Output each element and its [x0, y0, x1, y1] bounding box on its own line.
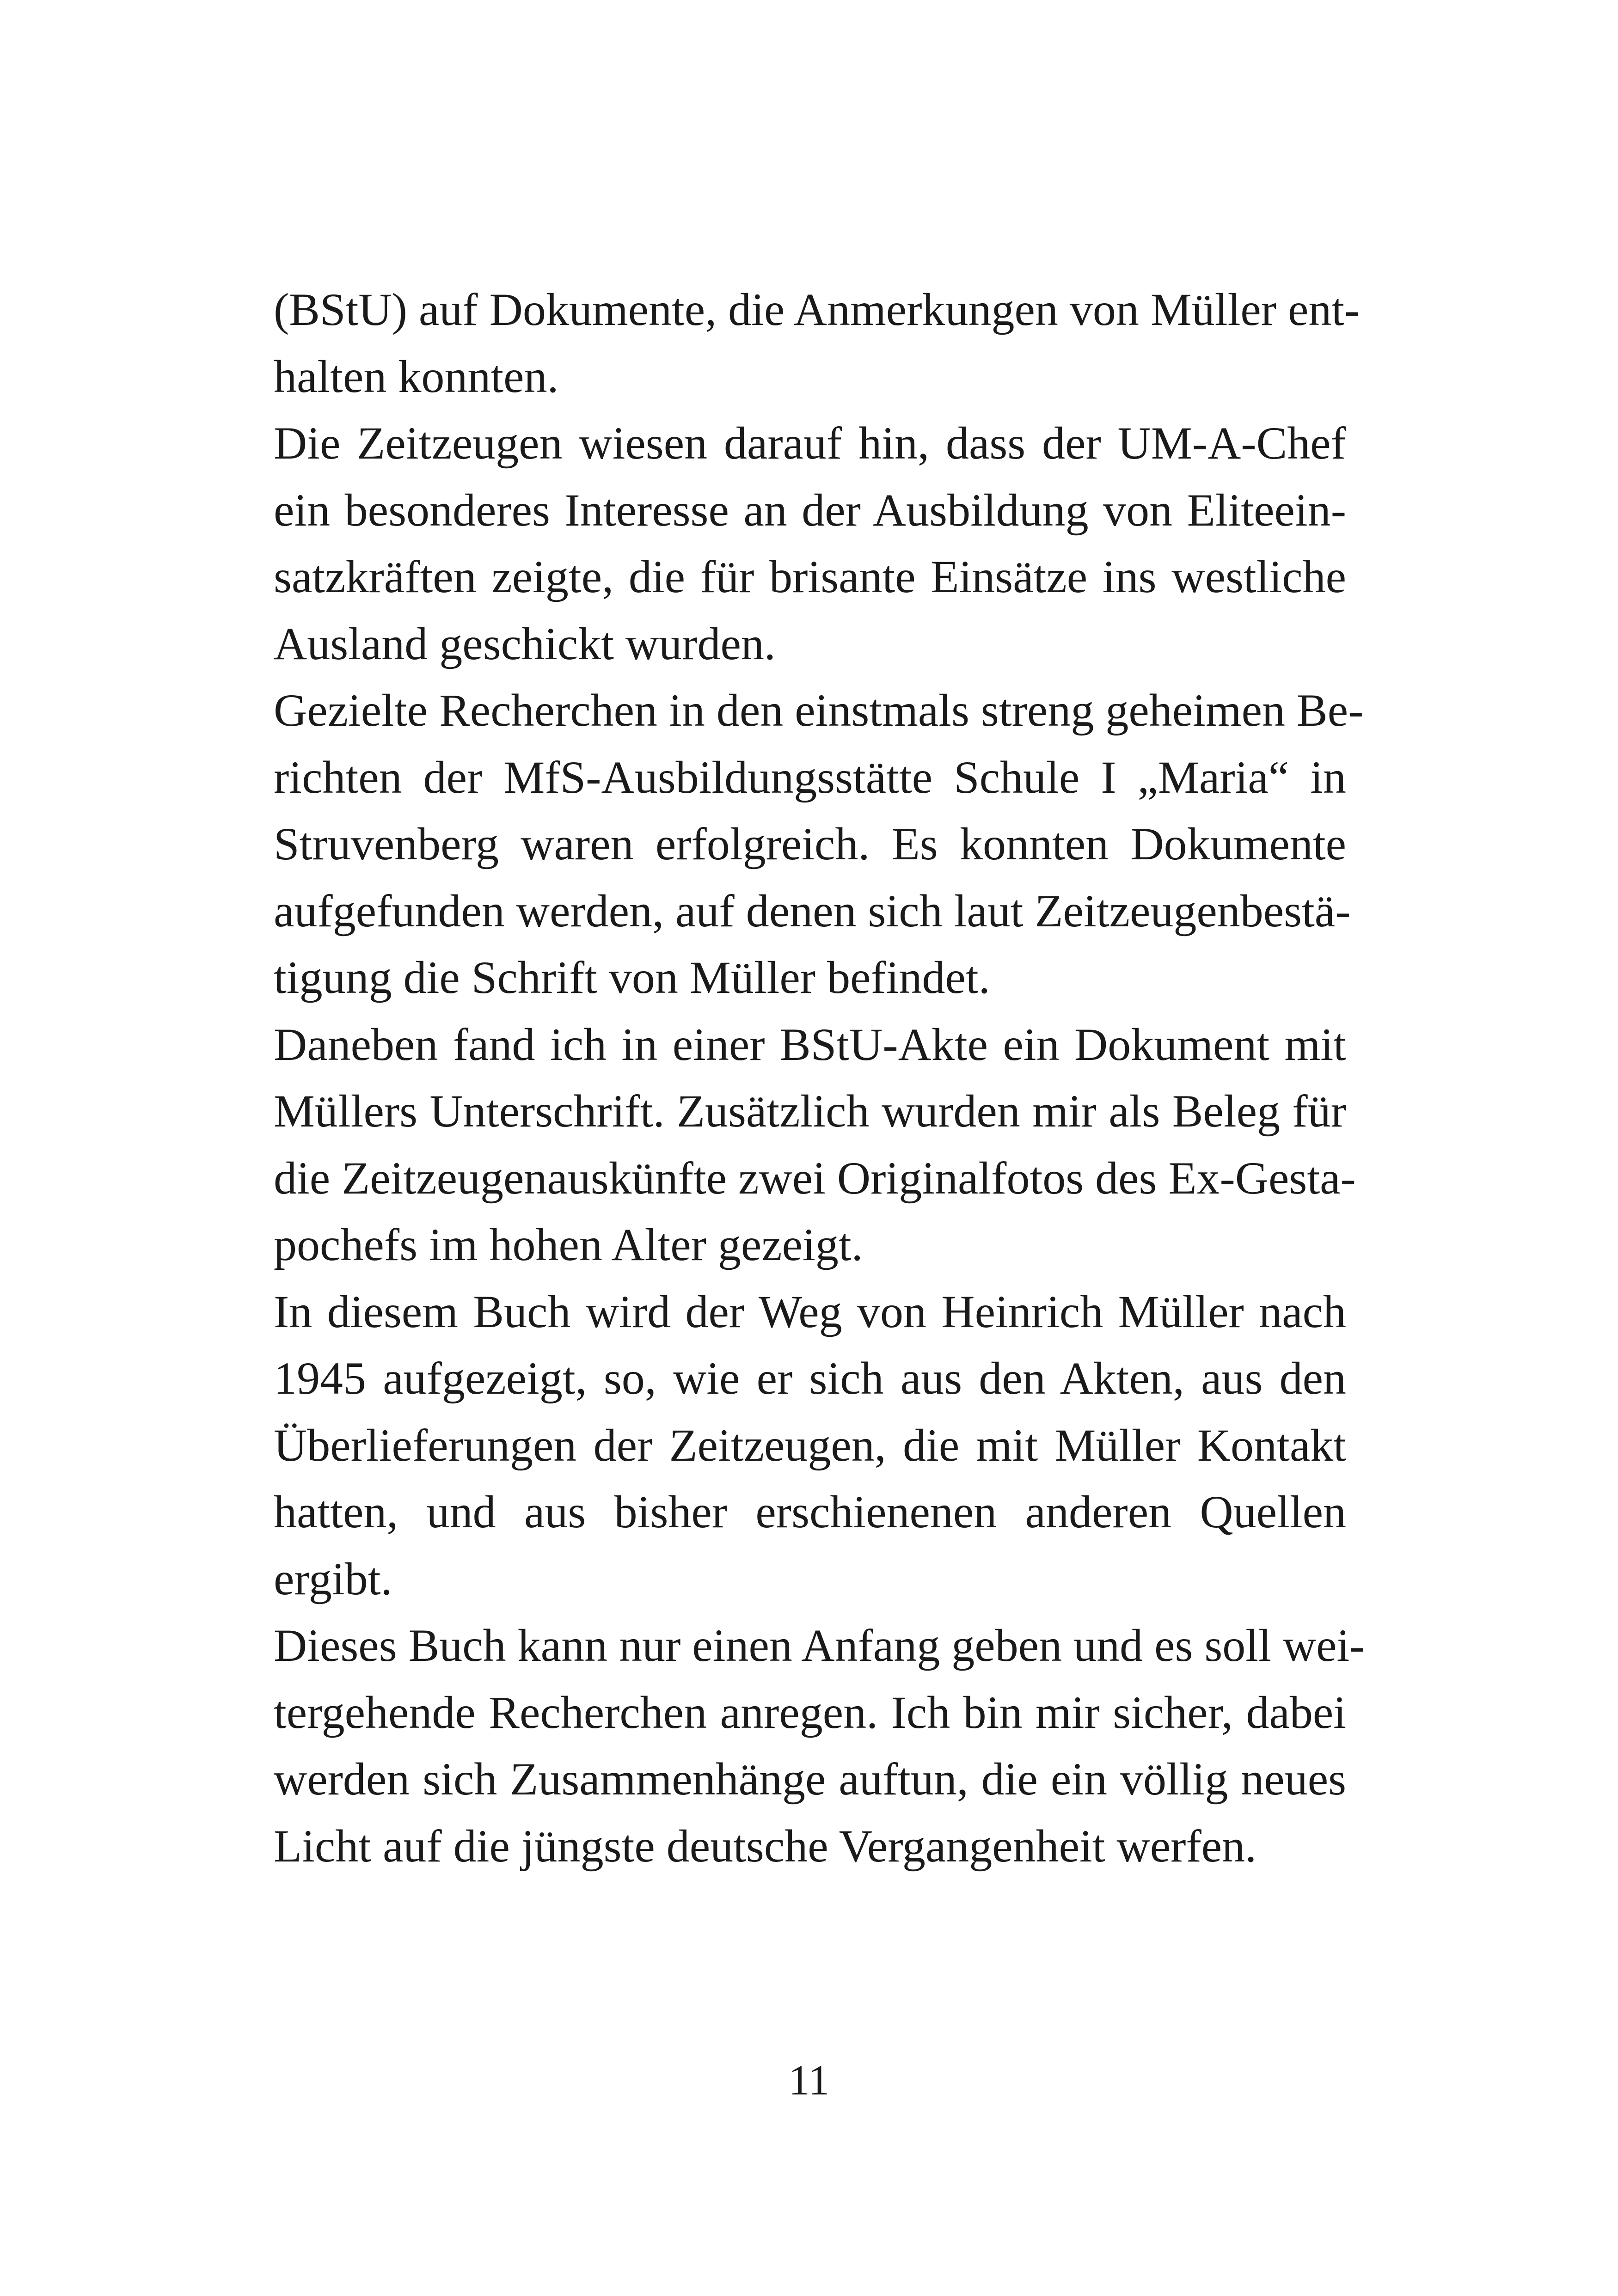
text-line: tigung die Schrift von Müller befindet. — [274, 952, 990, 1003]
text-line: Gezielte Recherchen in den einstmals streng geheimen Be- — [274, 685, 1364, 736]
text-line: Licht auf die jüngste deutsche Vergangenheit werfen. — [274, 1820, 1257, 1872]
text-line: hatten, und aus bisher erschienenen anderen Quellen — [274, 1486, 1346, 1537]
text-line: die Zeitzeugenauskünfte zwei Originalfotos des Ex-Gesta- — [274, 1152, 1356, 1204]
text-line: (BStU) auf Dokumente, die Anmerkungen von Müller ent- — [274, 284, 1360, 335]
text-line: Dieses Buch kann nur einen Anfang geben und es soll wei- — [274, 1620, 1365, 1671]
text-line: ergibt. — [274, 1553, 392, 1604]
text-line: richten der MfS-Ausbildungsstätte Schule I „Maria“ in — [274, 751, 1346, 803]
paragraph-5 — [274, 1279, 1346, 1613]
text-line: Müllers Unterschrift. Zusätzlich wurden mir als Beleg für — [274, 1085, 1346, 1137]
text-line: pochefs im hohen Alter gezeigt. — [274, 1219, 863, 1270]
text-line: Die Zeitzeugen wiesen darauf hin, dass der UM-A-Chef — [274, 417, 1346, 469]
paragraph-1 — [274, 276, 1360, 410]
text-line: Struvenberg waren erfolgreich. Es konnten Dokumente — [274, 818, 1346, 869]
paragraph-3 — [274, 677, 1364, 1011]
paragraph-6 — [274, 1612, 1365, 1880]
text-line: Daneben fand ich in einer BStU-Akte ein Dokument mit — [274, 1018, 1346, 1070]
text-line: Überlieferungen der Zeitzeugen, die mit Müller Kontakt — [274, 1419, 1346, 1471]
text-line: halten konnten. — [274, 350, 559, 402]
paragraph-4 — [274, 1011, 1356, 1279]
text-line: tergehende Recherchen anregen. Ich bin mir sicher, dabei — [274, 1686, 1346, 1738]
paragraph-2 — [274, 410, 1346, 677]
text-line: Ausland geschickt wurden. — [274, 618, 776, 669]
text-line: werden sich Zusammenhänge auftun, die ein völlig neues — [274, 1753, 1346, 1805]
text-line: satzkräften zeigte, die für brisante Einsätze ins westliche — [274, 551, 1346, 602]
text-line: aufgefunden werden, auf denen sich laut Zeitzeugenbestä- — [274, 885, 1351, 937]
page-number: 11 — [788, 2057, 830, 2104]
body-text — [274, 276, 1365, 1880]
text-line: In diesem Buch wird der Weg von Heinrich Müller nach — [274, 1286, 1346, 1337]
text-line: 1945 aufgezeigt, so, wie er sich aus den Akten, aus den — [274, 1353, 1346, 1404]
text-line: ein besonderes Interesse an der Ausbildung von Eliteein- — [274, 484, 1346, 536]
